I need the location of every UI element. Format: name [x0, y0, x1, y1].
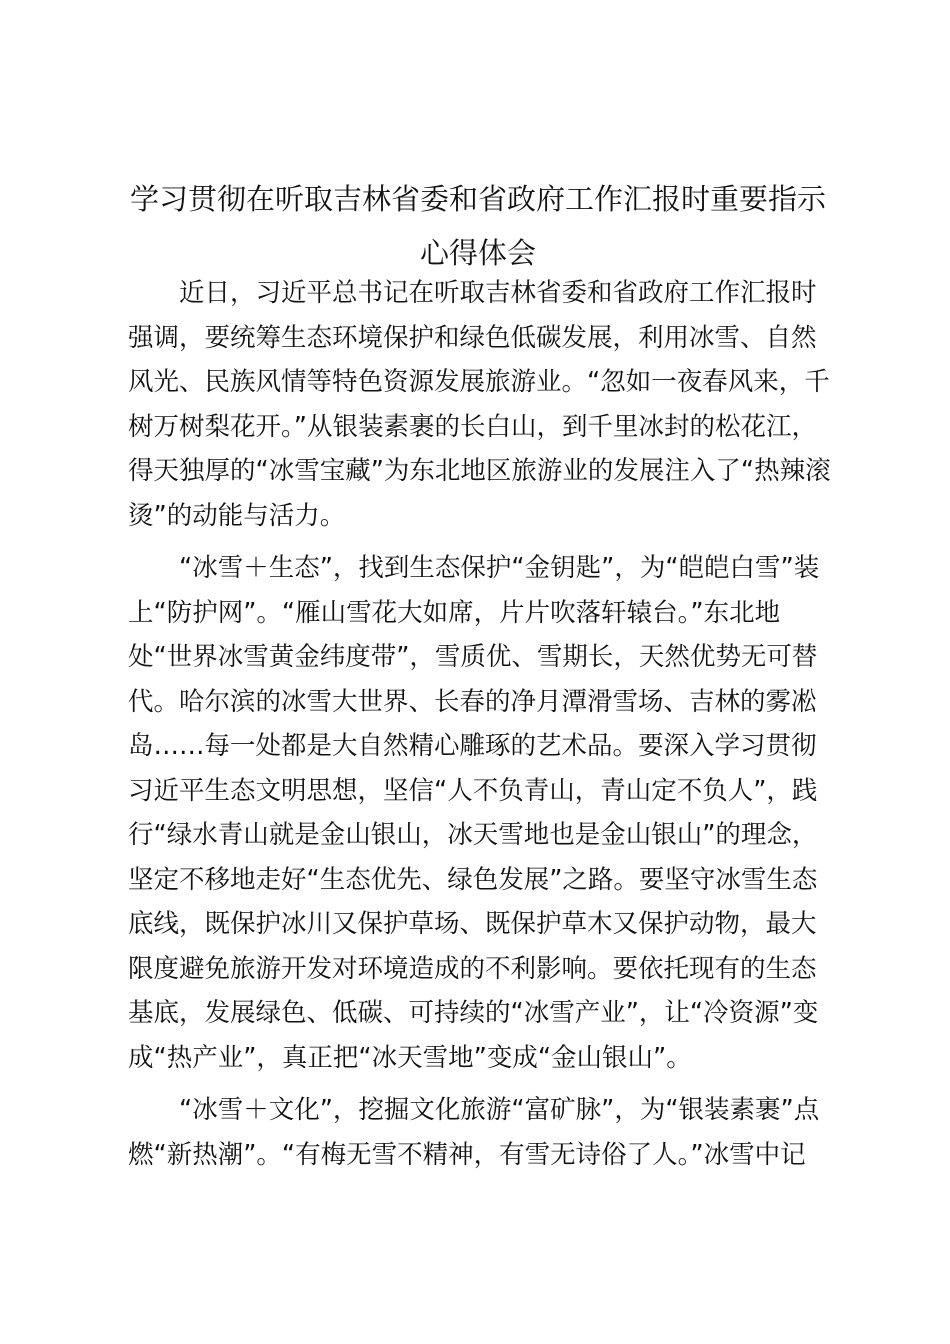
- text-line: 树万树梨花开。”从银装素裹的长白山，到千里冰封的松花江，: [128, 411, 817, 442]
- text-line: 处“世界冰雪黄金纬度带”，雪质优、雪期长，天然优势无可替: [128, 642, 818, 672]
- text-line: 行“绿水青山就是金山银山，冰天雪地也是金山银山”的理念，: [128, 820, 818, 850]
- text-line: 底线，既保护冰川又保护草场、既保护草木又保护动物，最大: [128, 909, 817, 939]
- text-line: 得天独厚的“冰雪宝藏”为东北地区旅游业的发展注入了“热辣滚: [128, 456, 831, 486]
- text-line: 限度避免旅游开发对环境造成的不利影响。要依托现有的生态: [128, 953, 817, 984]
- text-line: 风光、民族风情等特色资源发展旅游业。“忽如一夜春风来，千: [128, 367, 830, 397]
- paragraph-3: [128, 1088, 833, 1177]
- text-line: 成“热产业”，真正把“冰天雪地”变成“金山银山”。: [128, 1042, 692, 1073]
- text-line: 代。哈尔滨的冰雪大世界、长春的净月潭滑雪场、吉林的雾凇: [128, 686, 817, 717]
- text-line: “冰雪＋文化”，挖掘文化旅游“富矿脉”，为“银装素裹”点: [128, 1095, 820, 1125]
- paragraph-spacer: [128, 538, 833, 546]
- text-line: 岛……每一处都是大自然精心雕琢的艺术品。要深入学习贯彻: [128, 731, 817, 761]
- document-title: [128, 172, 828, 280]
- text-line: “冰雪＋生态”，找到生态保护“金钥匙”，为“皑皑白雪”装: [128, 553, 820, 583]
- text-line: 习近平生态文明思想，坚信“人不负青山，青山定不负人”，践: [128, 775, 818, 806]
- text-line: 近日，习近平总书记在听取吉林省委和省政府工作汇报时: [128, 278, 817, 308]
- text-line: 烫”的动能与活力。: [128, 500, 346, 531]
- text-line: 上“防护网”。“雁山雪花大如席，片片吹落轩辕台。”东北地: [128, 597, 781, 628]
- paragraph-2: [128, 546, 833, 1080]
- text-line: 强调，要统筹生态环境保护和绿色低碳发展，利用冰雪、自然: [128, 322, 817, 353]
- title-line-1: 学习贯彻在听取吉林省委和省政府工作汇报时重要指示: [129, 182, 826, 216]
- document-body: [128, 271, 833, 1177]
- paragraph-spacer: [128, 1080, 833, 1088]
- title-line-2: 心得体会: [419, 236, 536, 270]
- text-line: 基底，发展绿色、低碳、可持续的“冰雪产业”，让“冷资源”变: [128, 998, 819, 1028]
- text-line: 坚定不移地走好“生态优先、绿色发展”之路。要坚守冰雪生态: [128, 864, 818, 895]
- paragraph-1: [128, 271, 833, 538]
- text-line: 燃“新热潮”。“有梅无雪不精神，有雪无诗俗了人。”冰雪中记: [128, 1139, 806, 1170]
